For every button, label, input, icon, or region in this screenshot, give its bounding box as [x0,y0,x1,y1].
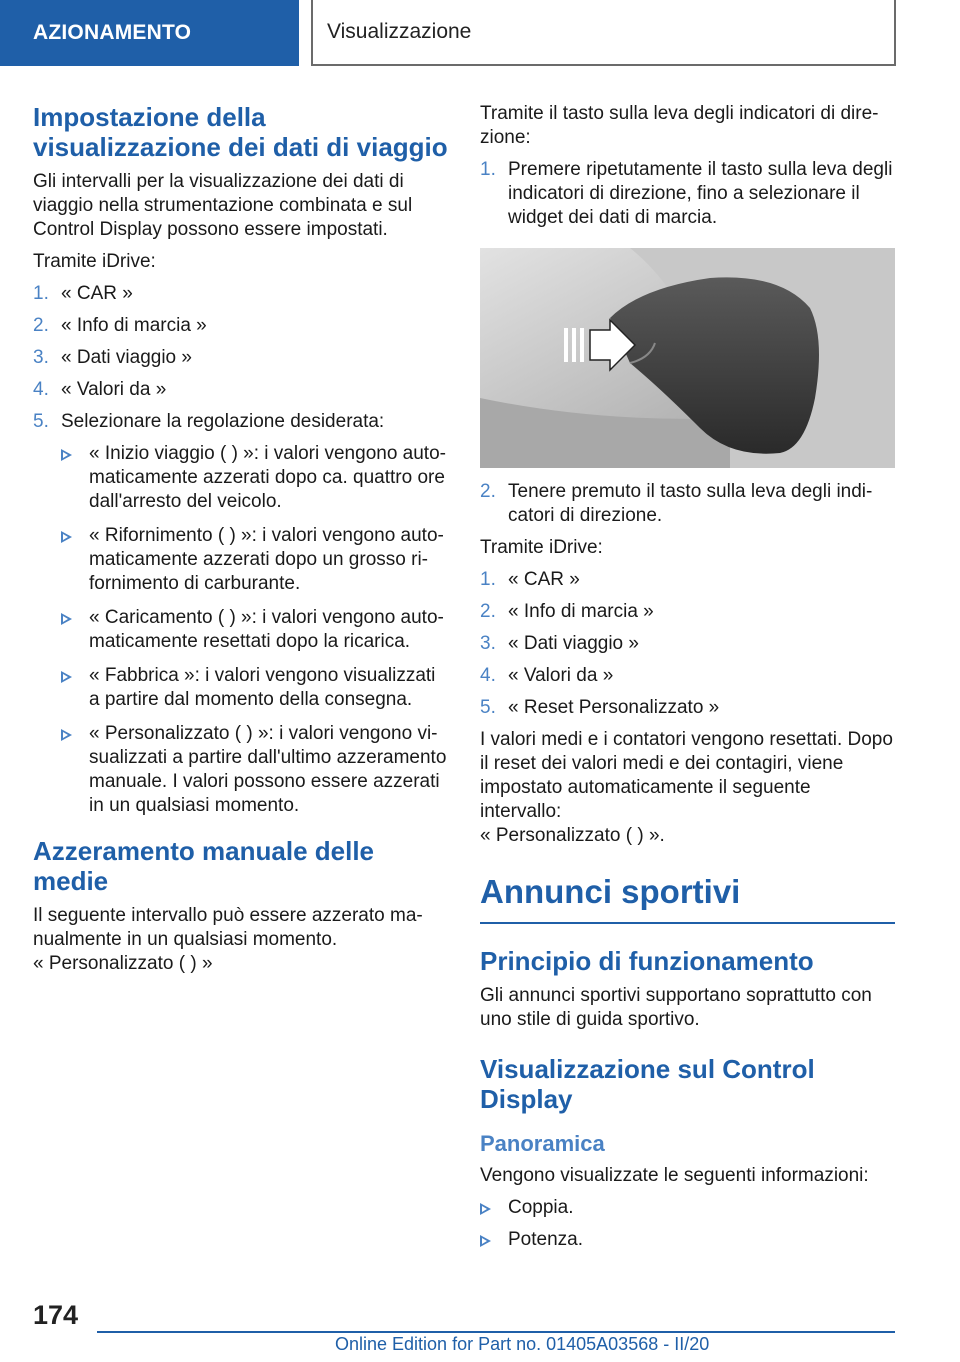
list-item: « Inizio viaggio ( ) »: i valori vengono automaticamente azzerati dopo ca. quattro ore dall'arresto del veicolo. [61,442,448,514]
section-title-principle: Principio di funzionamento [480,946,814,976]
header-section-label: AZIONAMENTO [0,0,299,66]
paragraph-reset-interval: « Personalizzato ( ) ». [480,825,665,846]
turn-signal-lever-photo [480,248,895,468]
left-column [33,102,448,984]
section-title-manual-reset: Azzeramento manuale delle medie [33,836,374,896]
triangle-bullet-icon [61,671,72,683]
list-item: 4. « Valori da » [33,379,167,400]
list-item: 2. « Info di marcia » [33,315,207,336]
page-number: 174 [33,1300,79,1330]
list-item: 3. « Dati viaggio » [480,633,639,654]
subsection-title-overview: Panoramica [480,1131,605,1156]
list-item: Coppia. [480,1196,895,1220]
triangle-bullet-icon [61,531,72,543]
idrive-steps-list [480,568,895,720]
list-item: 1. « CAR » [33,283,133,304]
chapter-title-sport-display: Annunci sportivi [480,872,895,924]
section-title-control-display: Visualizzazione sul Control Display [480,1054,815,1114]
triangle-bullet-icon [61,729,72,741]
list-item: « Fabbrica »: i valori vengono visualizzati a partire dal momento della consegna. [61,664,448,712]
list-item: 1. Premere ripetutamente il tasto sulla leva degli indicatori di direzione, fino a selezionare il widget dei dati di marcia. [480,159,893,228]
info-list [480,1196,895,1252]
paragraph-idrive: Tramite iDrive: [33,251,156,272]
list-item: « Rifornimento ( ) »: i valori vengono automaticamente azzerati dopo un grosso rifornimento di carburante. [61,524,448,596]
list-item: 4. « Valori da » [480,665,614,686]
paragraph-personalizzato: « Personalizzato ( ) » [33,953,213,974]
paragraph-intervals: Gli intervalli per la visualizzazione dei dati di viaggio nella strumentazione combinata e sul Control Display possono essere impostati. [33,171,413,240]
section-title-trip-data: Impostazione della visualizzazione dei dati di viaggio [33,102,448,162]
footer-divider [97,1331,895,1333]
list-item: 2. « Info di marcia » [480,601,654,622]
lever-illustration-icon [480,248,895,468]
paragraph-lever-intro: Tramite il tasto sulla leva degli indicatori di direzione: [480,103,879,148]
list-item: « Personalizzato ( ) »: i valori vengono visualizzati a partire dall'ultimo azzeramento manuale. I valori possono essere azzerati in un qualsiasi momento. [61,722,448,818]
triangle-bullet-icon [61,449,72,461]
paragraph-principle: Gli annunci sportivi supportano soprattutto con uno stile di guida sportivo. [480,985,872,1030]
steps-list [33,282,448,434]
paragraph-manual-reset: Il seguente intervallo può essere azzerato manualmente in un qualsiasi momento. [33,905,423,950]
list-item: 5. « Reset Personalizzato » [480,697,720,718]
right-column [480,102,895,1260]
header-page-title: Visualizzazione [311,0,896,66]
list-item: 5. Selezionare la regolazione desiderata: [33,411,385,432]
paragraph-reset-info: I valori medi e i contatori vengono resettati. Dopo il reset dei valori medi e dei contagiri, viene impostato automaticamente il seguente intervallo: [480,729,893,822]
list-item: 1. « CAR » [480,569,580,590]
triangle-bullet-icon [480,1235,491,1247]
list-item: Potenza. [480,1228,895,1252]
lever-steps-list [480,158,895,230]
list-item: 2. Tenere premuto il tasto sulla leva degli indicatori di direzione. [480,481,873,526]
paragraph-overview: Vengono visualizzate le seguenti informazioni: [480,1165,869,1186]
list-item: « Caricamento ( ) »: i valori vengono automaticamente resettati dopo la ricarica. [61,606,448,654]
options-list [61,442,448,818]
triangle-bullet-icon [61,613,72,625]
paragraph-idrive-right: Tramite iDrive: [480,537,603,558]
triangle-bullet-icon [480,1203,491,1215]
footer-edition: Online Edition for Part no. 01405A03568 - II/20 [335,1334,710,1354]
list-item: 3. « Dati viaggio » [33,347,192,368]
lever-steps-list-2 [480,480,895,528]
